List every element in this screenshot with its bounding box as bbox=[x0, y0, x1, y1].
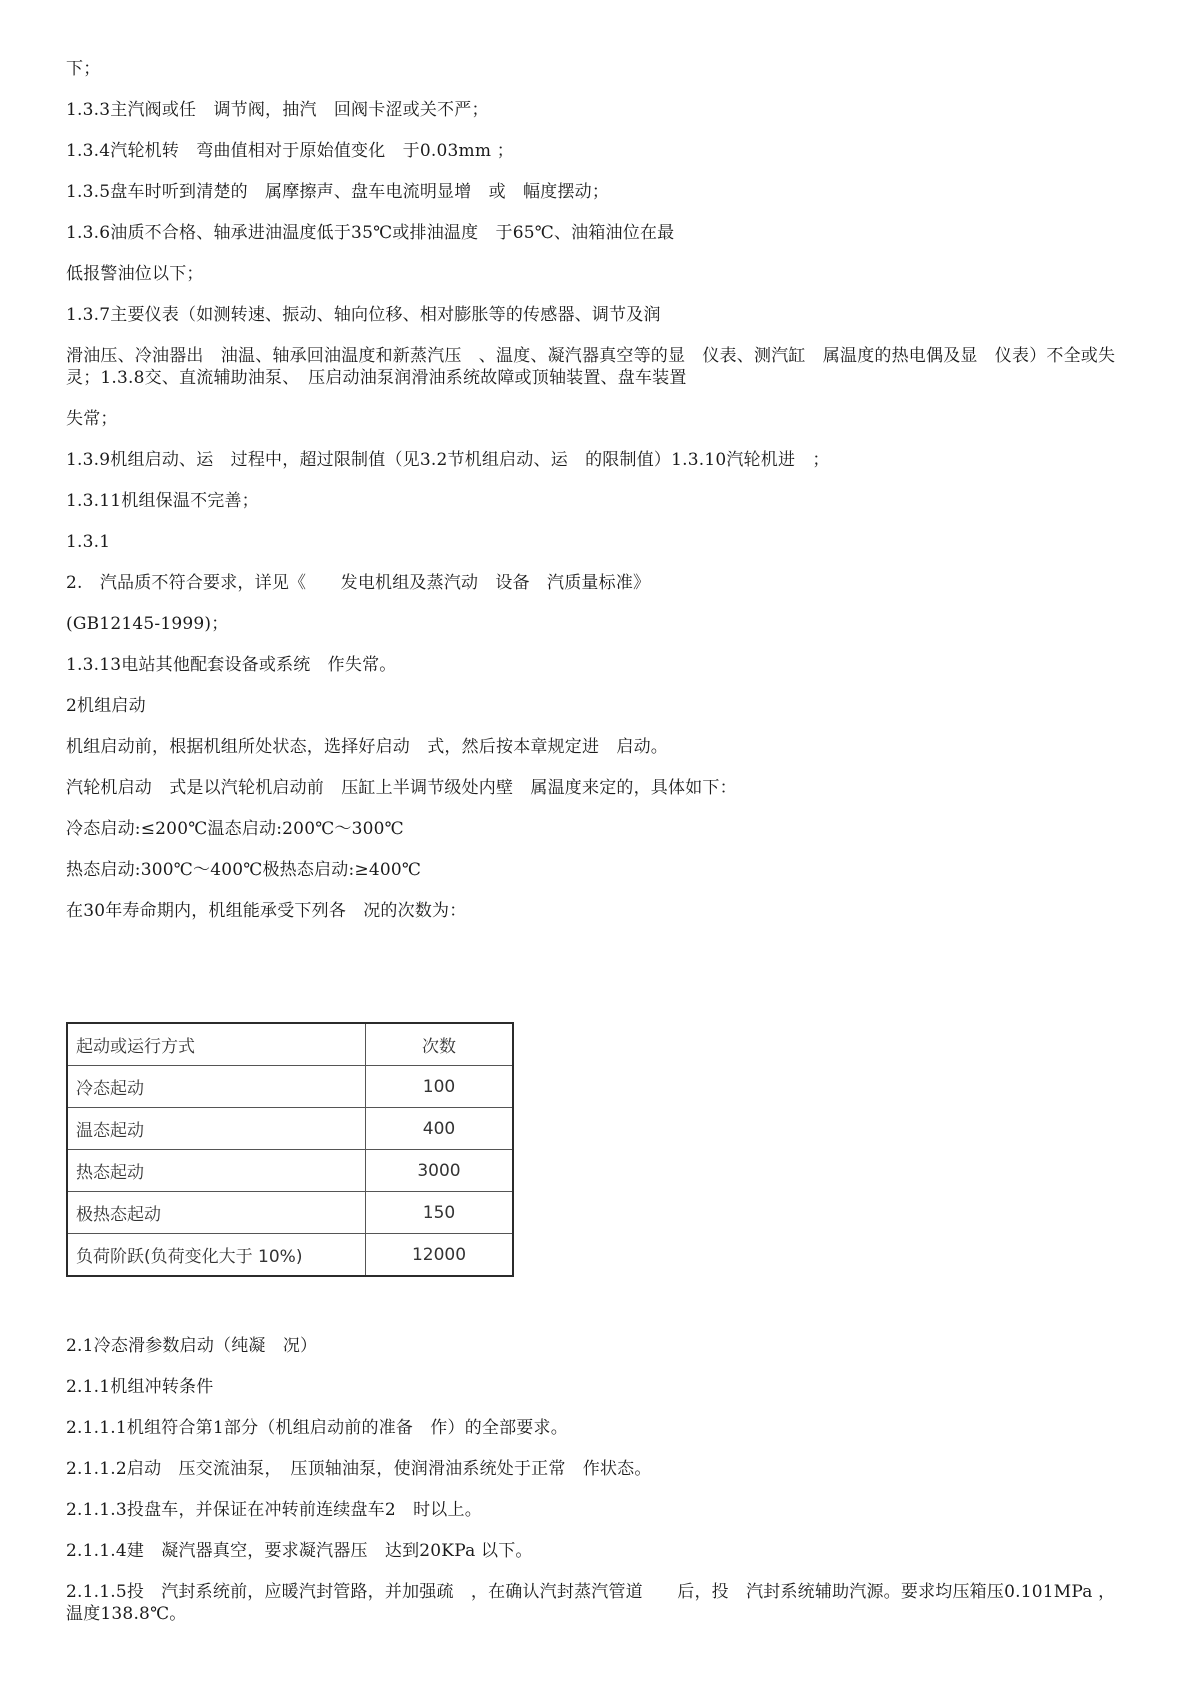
text-line: 1.3.3主汽阀或任 调节阀，抽汽 回阀卡涩或关不严； bbox=[66, 100, 489, 120]
text-line: 1.3.13电站其他配套设备或系统 作失常。 bbox=[66, 655, 397, 675]
table-header-cell: 起动或运行方式 bbox=[67, 1023, 366, 1066]
text-line: 热态启动:300℃～400℃极热态启动:≥400℃ bbox=[66, 860, 422, 880]
text-line: 2.1.1.1机组符合第1部分（机组启动前的准备 作）的全部要求。 bbox=[66, 1418, 568, 1438]
text-line: 汽轮机启动 式是以汽轮机启动前 压缸上半调节级处内壁 属温度来定的，具体如下： bbox=[66, 778, 737, 798]
table-row bbox=[67, 1108, 513, 1150]
table-cell: 热态起动 bbox=[67, 1150, 366, 1192]
text-line: 2.1.1.4建 凝汽器真空，要求凝汽器压 达到20KPa 以下。 bbox=[66, 1541, 533, 1561]
section-heading: 2.1.1机组冲转条件 bbox=[66, 1377, 214, 1397]
text-line: 2.1.1.3投盘车，并保证在冲转前连续盘车2 时以上。 bbox=[66, 1500, 482, 1520]
text-line: 2. 汽品质不符合要求，详见《 发电机组及蒸汽动 设备 汽质量标准》 bbox=[66, 573, 651, 593]
text-line: 失常； bbox=[66, 409, 118, 429]
text-line: 1.3.4汽轮机转 弯曲值相对于原始值变化 于0.03mm ； bbox=[66, 141, 514, 161]
table-cell: 100 bbox=[366, 1066, 514, 1108]
text-line: 低报警油位以下； bbox=[66, 264, 204, 284]
table-row bbox=[67, 1192, 513, 1234]
text-line: 1.3.7主要仪表（如测转速、振动、轴向位移、相对膨胀等的传感器、调节及润 bbox=[66, 305, 661, 325]
text-line: 机组启动前，根据机组所处状态，选择好启动 式，然后按本章规定进 启动。 bbox=[66, 737, 668, 757]
text-line: 1.3.5盘车时听到清楚的 属摩擦声、盘车电流明显增 或 幅度摆动； bbox=[66, 182, 610, 202]
text-line: (GB12145-1999)； bbox=[66, 614, 229, 634]
table-cell: 400 bbox=[366, 1108, 514, 1150]
table-cell: 12000 bbox=[366, 1234, 514, 1277]
section-heading: 2机组启动 bbox=[66, 696, 146, 716]
text-line: 1.3.9机组启动、运 过程中，超过限制值（见3.2节机组启动、运 的限制值）1.3.10汽轮机进 ； bbox=[66, 450, 830, 470]
text-line: 1.3.11机组保温不完善； bbox=[66, 491, 259, 511]
section-heading: 2.1冷态滑参数启动（纯凝 况） bbox=[66, 1336, 318, 1356]
table-cell: 温态起动 bbox=[67, 1108, 366, 1150]
table-cell: 极热态起动 bbox=[67, 1192, 366, 1234]
text-line: 1.3.6油质不合格、轴承进油温度低于35℃或排油温度 于65℃、油箱油位在最 bbox=[66, 223, 675, 243]
startup-count-table bbox=[66, 1022, 514, 1277]
table-cell: 负荷阶跃(负荷变化大于 10%) bbox=[67, 1234, 366, 1277]
table-cell: 150 bbox=[366, 1192, 514, 1234]
text-line: 2.1.1.2启动 压交流油泵， 压顶轴油泵，使润滑油系统处于正常 作状态。 bbox=[66, 1459, 652, 1479]
text-line: 1.3.1 bbox=[66, 532, 111, 552]
text-line: 冷态启动:≤200℃温态启动:200℃～300℃ bbox=[66, 819, 404, 839]
table-row bbox=[67, 1066, 513, 1108]
table-row bbox=[67, 1234, 513, 1277]
table-cell: 冷态起动 bbox=[67, 1066, 366, 1108]
table-row bbox=[67, 1150, 513, 1192]
text-paragraph: 滑油压、冷油器出 油温、轴承回油温度和新蒸汽压 、温度、凝汽器真空等的显 仪表、测汽缸 属温度的热电偶及显 仪表）不全或失灵；1.3.8交、直流辅助油泵、 压启动油泵润滑油系统故障或顶轴装置、盘车装置 bbox=[66, 346, 1116, 388]
text-paragraph: 2.1.1.5投 汽封系统前，应暖汽封管路，并加强疏 ，在确认汽封蒸汽管道 后，投 汽封系统辅助汽源。要求均压箱压0.101MPa ，温度138.8℃。 bbox=[66, 1582, 1116, 1624]
text-line: 下； bbox=[66, 59, 101, 79]
text-line: 在30年寿命期内，机组能承受下列各 况的次数为： bbox=[66, 901, 467, 921]
table-header-cell: 次数 bbox=[366, 1023, 514, 1066]
table-header-row bbox=[67, 1023, 513, 1066]
table-cell: 3000 bbox=[366, 1150, 514, 1192]
